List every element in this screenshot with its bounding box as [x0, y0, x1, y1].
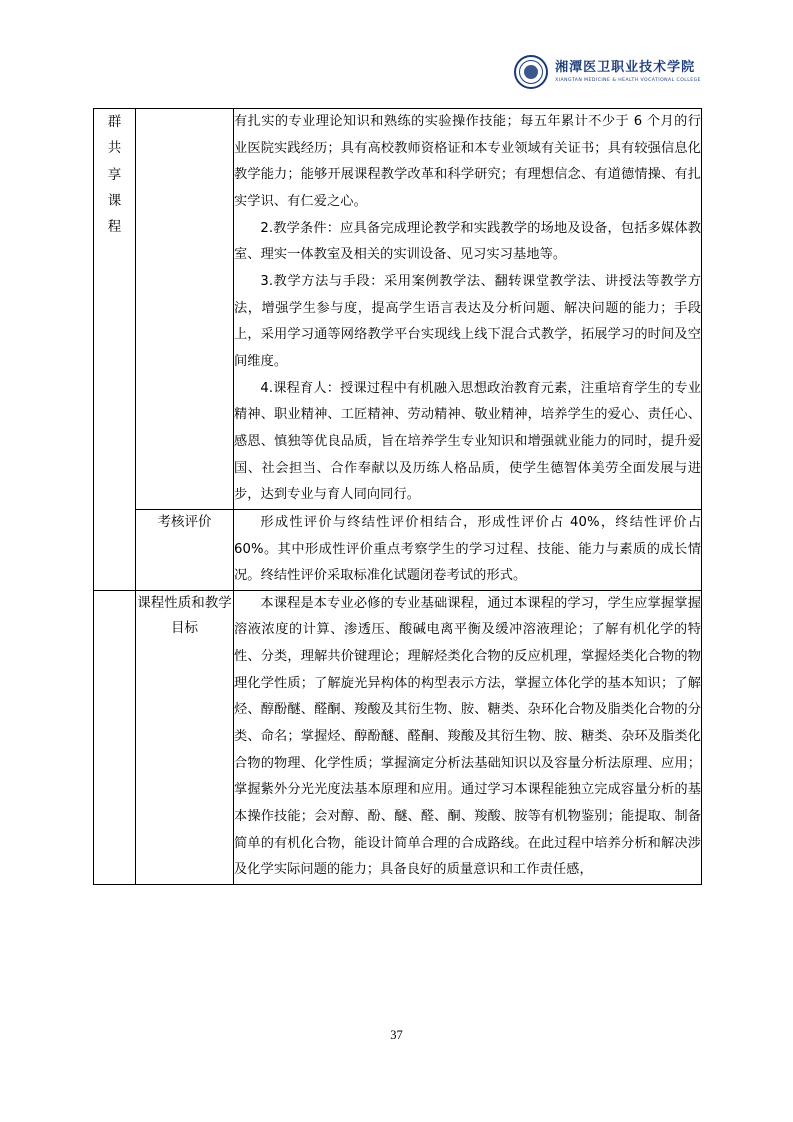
row2-first-cell [94, 590, 136, 884]
row1-content-cell [234, 509, 702, 590]
row2-content-cell [234, 590, 702, 884]
row-label-char: 享 [107, 166, 122, 183]
course-syllabus-table [93, 108, 702, 885]
college-seal-icon [514, 55, 548, 89]
row0-content [234, 109, 701, 509]
page-number: 37 [390, 1028, 403, 1042]
paragraph: 2.教学条件：应具备完成理论教学和实践教学的场地及设备，包括多媒体教室、理实一体教室及相关的实训设备、见习实习基地等。 [234, 220, 701, 263]
college-name-en: XIANGTAN MEDICINE & HEALTH VOCATIONAL COLLEGE [555, 77, 701, 83]
paragraph: 3.教学方法与手段：采用案例教学法、翻转课堂教学法、讲授法等教学方法，增强学生参与度，提高学生语言表达及分析问题、解决问题的能力；手段上，采用学习通等网络教学平台实现线上线下混合式教学，拓展学习的时间及空间维度。 [234, 273, 701, 369]
row-label-char: 程 [107, 219, 122, 236]
paragraph: 形成性评价与终结性评价相结合，形成性评价占 40%，终结性评价占 60%。其中形成性评价重点考察学生的学习过程、技能、能力与素质的成长情况。终结性评价采取标准化试题闭卷考试的形式。 [234, 514, 701, 584]
table-row [94, 509, 702, 590]
row2-label-course-nature-goals: 课程性质和教学目标 [136, 590, 234, 884]
row-label-char: 共 [107, 140, 122, 157]
paragraph: 4.课程育人：授课过程中有机融入思想政治教育元素，注重培育学生的专业精神、职业精神、工匠精神、劳动精神、敬业精神，培养学生的爱心、责任心、感恩、慎独等优良品质，旨在培养学生专业知识和增强就业能力的同时，提升爱国、社会担当、合作奉献以及历练人格品质，使学生德智体美劳全面发展与进步，达到专业与育人同向同行。 [234, 380, 701, 503]
row0-content-cell [234, 109, 702, 510]
table-row [94, 109, 702, 510]
college-name-cn: 湘潭医卫职业技术学院 [555, 60, 696, 76]
row1-label-assessment: 考核评价 [136, 509, 234, 590]
row-label-char: 群 [107, 114, 122, 130]
paragraph: 本课程是本专业必修的专业基础课程，通过本课程的学习，学生应掌握掌握溶液浓度的计算、渗透压、酸碱电离平衡及缓冲溶液理论；了解有机化学的特性、分类，理解共价键理论；理解烃类化合物的反应机理，掌握烃类化合物的物理化学性质；了解旋光异构体的构型表示方法，掌握立体化学的基本知识；了解烃、醇酚醚、醛酮、羧酸及其衍生物、胺、糖类、杂环化合物及脂类化合物的分类、命名；掌握烃、醇酚醚、醛酮、羧酸及其衍生物、胺、糖类、杂环及脂类化合物的物理、化学性质；掌握滴定分析法基础知识以及容量分析法原理、应用；掌握紫外分光光度法基本原理和应用。通过学习本课程能独立完成容量分析的基本操作技能；会对醇、酚、醚、醛、酮、羧酸、胺等有机物鉴别；能提取、制备简单的有机化合物，能设计简单合理的合成路线。在此过程中培养分析和解决涉及化学实际问题的能力；具备良好的质量意识和工作责任感， [234, 595, 701, 878]
college-logo-text [555, 61, 701, 82]
row2-content [234, 591, 701, 884]
row-label-group-shared-course [94, 109, 136, 591]
row0-middle-cell [136, 109, 234, 510]
row1-content [234, 510, 701, 590]
paragraph: 有扎实的专业理论知识和熟练的实验操作技能；每五年累计不少于 6 个月的行业医院实践经历；具有高校教师资格证和本专业领域有关证书；具有较强信息化教学能力；能够开展课程教学改革和科学研究；有理想信念、有道德情操、有扎实学识、有仁爱之心。 [234, 114, 701, 209]
college-logo [514, 55, 701, 89]
table-row [94, 590, 702, 884]
row-label-char: 课 [107, 192, 122, 209]
